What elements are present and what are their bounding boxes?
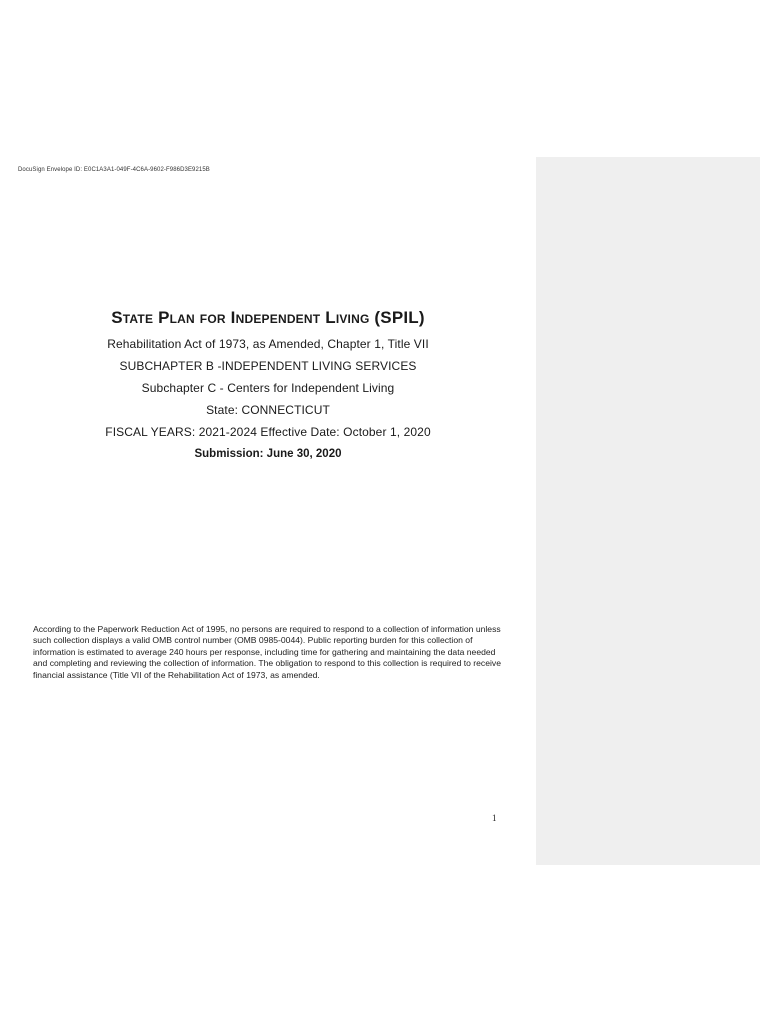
title-word-living-initial: L [325, 308, 336, 327]
docusign-envelope-id: DocuSign Envelope ID: E0C1A3A1-049F-4C6A-9602-F986D3E9215B [18, 167, 210, 173]
page-number: 1 [492, 813, 497, 823]
title-word-independent-initial: I [230, 308, 236, 327]
fiscal-years-line: FISCAL YEARS: 2021-2024 Effective Date: October 1, 2020 [105, 425, 431, 439]
subchapter-b-line: SUBCHAPTER B -INDEPENDENT LIVING SERVICES [119, 359, 417, 373]
title-acronym: (SPIL) [374, 308, 425, 327]
paperwork-reduction-notice: According to the Paperwork Reduction Act of 1995, no persons are required to respond to a collection of information unless such collection displays a valid OMB control number (OMB 0985-0044). Public reporting burden for this collection of information is estimated to average 240 hours per response, including time for gathering and maintaining the data needed and completing and reviewing the collection of information. The obligation to respond to this collection is required to receive financial assistance (Title VII of the Rehabilitation Act of 1973, as amended. [33, 624, 501, 680]
title-word-independent-rest: ndependent [235, 308, 326, 327]
title-word-living-rest: iving [335, 308, 375, 327]
submission-date: Submission: June 30, 2020 [194, 448, 342, 460]
title-word-state-rest: tate [122, 308, 159, 327]
title-word-state-initial: S [111, 308, 123, 327]
document-title [0, 306, 536, 330]
comment-margin-pane [536, 157, 760, 865]
state-line: State: CONNECTICUT [206, 403, 330, 417]
title-word-plan-initial: P [158, 308, 170, 327]
subchapter-c-line: Subchapter C - Centers for Independent Living [141, 381, 395, 395]
act-reference-line: Rehabilitation Act of 1973, as Amended, Chapter 1, Title VII [107, 337, 429, 351]
title-block [0, 306, 536, 465]
title-word-plan-rest: lan for [169, 308, 231, 327]
